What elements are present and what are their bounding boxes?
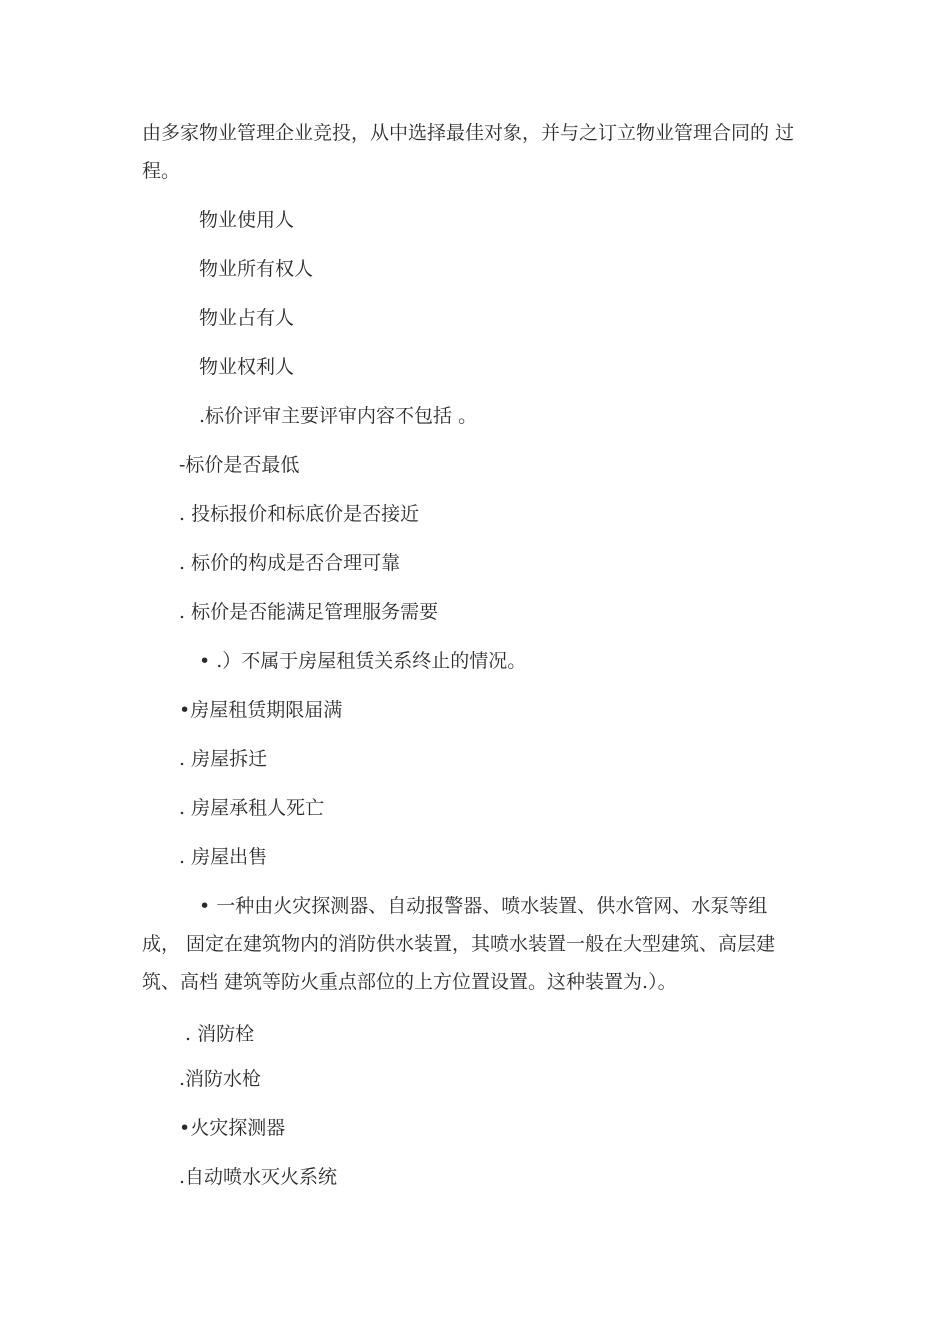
q3-option-d: . 房屋出售: [179, 846, 268, 868]
q1-option-a: 物业使用人: [199, 209, 295, 231]
q4-option-d: .自动喷水灭火系统: [179, 1166, 338, 1188]
q3-option-b: . 房屋拆迁: [179, 748, 268, 770]
q4-option-c: •火灾探测器: [179, 1117, 286, 1139]
q2-option-a: -标价是否最低: [179, 454, 300, 476]
q4-option-b: .消防水枪: [179, 1068, 262, 1090]
q2-stem: .标价评审主要评审内容不包括 。: [199, 405, 478, 427]
q2-option-b: . 投标报价和标底价是否接近: [179, 503, 420, 525]
q4-option-a: . 消防栓: [185, 1023, 255, 1045]
q3-option-c: . 房屋承租人死亡: [179, 797, 325, 819]
q4-stem-line-2: 成， 固定在建筑物内的消防供水装置，其喷水装置一般在大型建筑、高层建: [142, 933, 776, 955]
paragraph-1-line-2: 程。: [142, 160, 181, 182]
q3-stem: • .）不属于房屋租赁关系终止的情况。: [199, 650, 527, 672]
q3-option-a: •房屋租赁期限届满: [179, 699, 343, 721]
q4-stem-line-1: • 一种由火灾探测器、自动报警器、喷水装置、供水管网、水泵等组: [199, 895, 768, 917]
q2-option-c: . 标价的构成是否合理可靠: [179, 552, 401, 574]
q1-option-b: 物业所有权人: [199, 258, 314, 280]
q1-option-d: 物业权利人: [199, 356, 295, 378]
q4-stem-line-3: 筑、高档 建筑等防火重点部位的上方位置设置。这种装置为.）。: [142, 971, 677, 993]
q2-option-d: . 标价是否能满足管理服务需要: [179, 601, 439, 623]
paragraph-1-line-1: 由多家物业管理企业竞投，从中选择最佳对象，并与之订立物业管理合同的 过: [142, 122, 795, 144]
q1-option-c: 物业占有人: [199, 307, 295, 329]
